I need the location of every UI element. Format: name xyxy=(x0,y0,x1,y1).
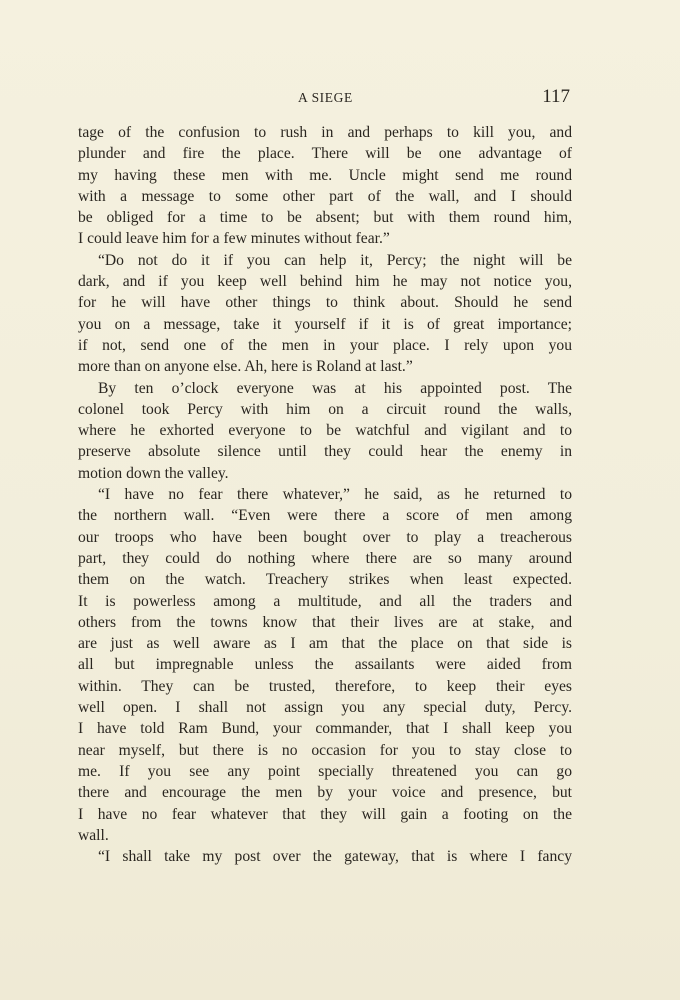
page-number: 117 xyxy=(542,86,570,107)
text-line: It is powerless among a multitude, and all the traders and xyxy=(78,592,572,610)
text-line: I could leave him for a few minutes without fear.” xyxy=(78,230,390,248)
text-line: I have told Ram Bund, your commander, that I shall keep you xyxy=(78,720,572,738)
text-line: others from the towns know that their lives are at stake, and xyxy=(78,613,572,631)
text-line: “Do not do it if you can help it, Percy; the night will be xyxy=(98,251,572,269)
text-line: them on the watch. Treachery strikes when least expected. xyxy=(78,571,572,589)
text-line: “I have no fear there whatever,” he said, as he returned to xyxy=(98,486,572,504)
text-line: be obliged for a time to be absent; but with them round him, xyxy=(78,209,572,227)
text-line: I have no fear whatever that they will gain a footing on the xyxy=(78,805,572,823)
text-line: colonel took Percy with him on a circuit round the walls, xyxy=(78,400,572,418)
text-line: dark, and if you keep well behind him he may not notice you, xyxy=(78,273,572,291)
text-line: there and encourage the men by your voice and presence, but xyxy=(78,784,572,802)
text-line: wall. xyxy=(78,826,109,844)
text-line: well open. I shall not assign you any special duty, Percy. xyxy=(78,699,572,717)
text-line: our troops who have been bought over to play a treacherous xyxy=(78,528,572,546)
running-title: A SIEGE xyxy=(298,90,353,105)
text-line: By ten o’clock everyone was at his appointed post. The xyxy=(98,379,572,397)
text-line: for he will have other things to think about. Should he send xyxy=(78,294,572,312)
text-line: near myself, but there is no occasion for you to stay close to xyxy=(78,741,572,759)
text-line: more than on anyone else. Ah, here is Roland at last.” xyxy=(78,358,413,376)
text-line: motion down the valley. xyxy=(78,464,229,482)
text-line: with a message to some other part of the wall, and I should xyxy=(78,187,572,205)
text-line: you on a message, take it yourself if it is of great importance; xyxy=(78,315,572,333)
text-line: preserve absolute silence until they could hear the enemy in xyxy=(78,443,572,461)
text-line: part, they could do nothing where there are so many around xyxy=(78,549,572,567)
text-line: if not, send one of the men in your place. I rely upon you xyxy=(78,336,572,354)
text-line: are just as well aware as I am that the place on that side is xyxy=(78,635,572,653)
text-line: my having these men with me. Uncle might send me round xyxy=(78,166,572,184)
text-line: tage of the confusion to rush in and perhaps to kill you, and xyxy=(78,124,572,141)
text-line: within. They can be trusted, therefore, to keep their eyes xyxy=(78,677,572,695)
text-line: me. If you see any point specially threatened you can go xyxy=(78,762,572,780)
body-text xyxy=(78,122,572,867)
running-head xyxy=(78,86,572,112)
text-line: the northern wall. “Even were there a score of men among xyxy=(78,507,572,525)
text-line: where he exhorted everyone to be watchful and vigilant and to xyxy=(78,422,572,440)
text-line: plunder and fire the place. There will be one advantage of xyxy=(78,145,572,163)
text-line: “I shall take my post over the gateway, that is where I fancy xyxy=(98,848,572,866)
text-line: all but impregnable unless the assailants were aided from xyxy=(78,656,572,674)
